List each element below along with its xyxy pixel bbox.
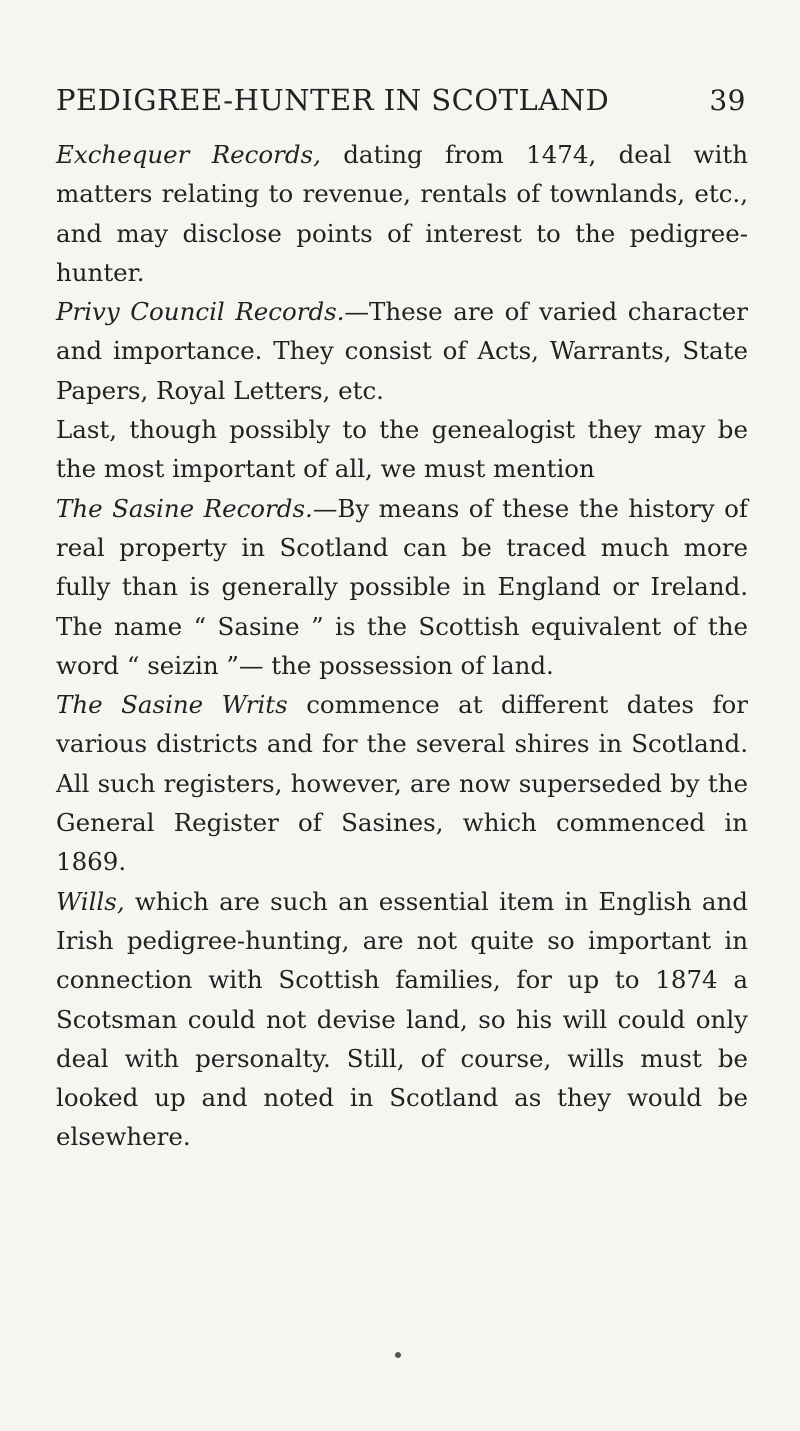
section-heading: The Sasine Records. <box>56 493 313 523</box>
paragraph-sasine-writs <box>56 685 748 881</box>
section-heading: The Sasine Writs <box>56 690 288 720</box>
paragraph-privy-council-records <box>56 292 748 410</box>
page-speck <box>395 1352 401 1358</box>
paragraph-text: dating from 1474, deal with matters relating to revenue, rentals of townlands, etc., and may disclose points of interest to the pedigree-hunter. <box>56 140 748 287</box>
running-head-title: PEDIGREE-HUNTER IN SCOTLAND <box>56 83 610 117</box>
section-heading: Wills, <box>56 886 125 916</box>
paragraph-wills <box>56 882 748 1157</box>
paragraph-text: —These are of varied character and importance. They consist of Acts, Warrants, State Papers, Royal Letters, etc. <box>56 297 748 405</box>
paragraph-text: —By means of these the history of real property in Scotland can be traced much more fully than is generally possible in England or Ireland. The name “ Sasine ” is the Scottish equivalent of the word “ seizin ”— the possession of land. <box>56 493 748 680</box>
paragraph-sasine-records <box>56 489 748 685</box>
section-heading: Privy Council Records. <box>56 297 345 327</box>
paragraph-exchequer-records <box>56 135 748 292</box>
page-number: 39 <box>709 84 746 117</box>
paragraph-text: commence at different dates for various districts and for the several shires in Scotland. All such registers, however, are now superseded by the General Register of Sasines, which commenced in 1869. <box>56 690 749 877</box>
body-text <box>56 135 748 1157</box>
paragraph-text: which are such an essential item in English and Irish pedigree-hunting, are not quite so important in connection with Scottish families, for up to 1874 a Scotsman could not devise land, so his will could only deal with personalty. Still, of course, wills must be looked up and noted in Scotland as they would be elsewhere. <box>56 886 748 1152</box>
running-head <box>56 83 746 117</box>
section-heading: Exchequer Records, <box>56 140 321 169</box>
paragraph-last-mention <box>56 410 748 489</box>
paragraph-text: Last, though possibly to the genealogist they may be the most important of all, we must mention <box>56 415 748 484</box>
